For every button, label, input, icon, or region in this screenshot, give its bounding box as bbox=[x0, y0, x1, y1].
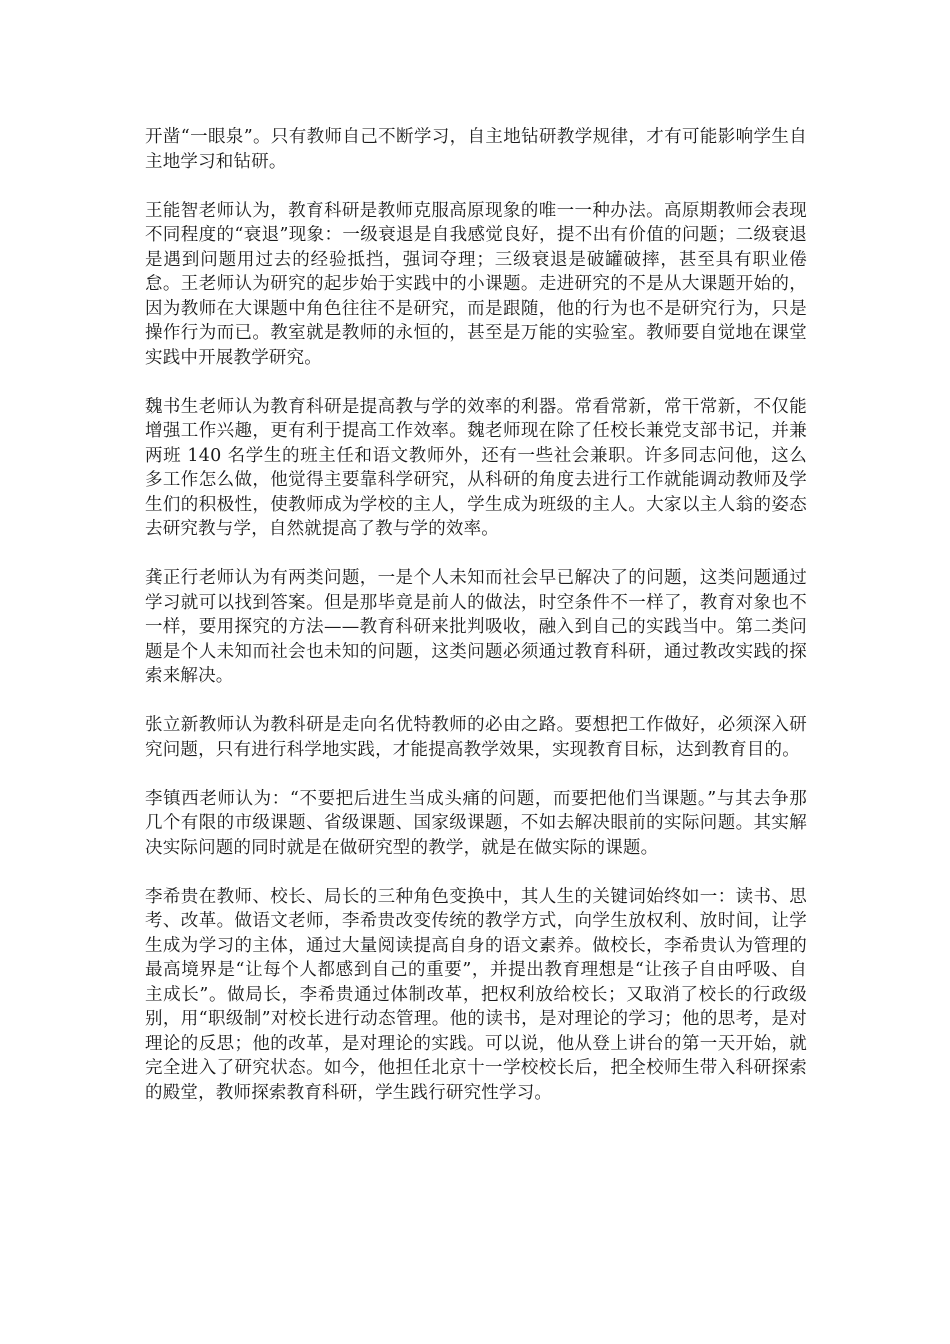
paragraph-zhang-lixin: 张立新教师认为教科研是走向名优特教师的必由之路。要想把工作做好，必须深入研究问题，只有进行科学地实践，才能提高教学效果，实现教育目标，达到教育目的。 bbox=[145, 715, 807, 760]
paragraph-wei-shusheng: 魏书生老师认为教育科研是提高教与学的效率的利器。常看常新，常干常新，不仅能增强工作兴趣，更有利于提高工作效率。魏老师现在除了任校长兼党支部书记，并兼两班 140 名学生的班主任和语文教师外，还有一些社会兼职。许多同志问他，这么多工作怎么做，他觉得主要靠科学研究，从科研的角度去进行工作就能调动教师及学生们的积极性，使教师成为学校的主人，学生成为班级的主人。大家以主人翁的姿态去研究教与学，自然就提高了教与学的效率。 bbox=[145, 396, 807, 539]
paragraph-li-zhenxi: 李镇西老师认为：“不要把后进生当成头痛的问题，而要把他们当课题。”与其去争那几个有限的市级课题、省级课题、国家级课题，不如去解决眼前的实际问题。其实解决实际问题的同时就是在做研究型的教学，就是在做实际的课题。 bbox=[145, 788, 807, 858]
paragraph-spring-metaphor: 开凿“一眼泉”。只有教师自己不断学习，自主地钻研教学规律，才有可能影响学生自主地学习和钻研。 bbox=[145, 127, 807, 172]
paragraph-li-xigui: 李希贵在教师、校长、局长的三种角色变换中，其人生的关键词始终如一：读书、思考、改革。做语文老师，李希贵改变传统的教学方式，向学生放权利、放时间，让学生成为学习的主体，通过大量阅读提高自身的语文素养。做校长，李希贵认为管理的最高境界是“让每个人都感到自己的重要”，并提出教育理想是“让孩子自由呼吸、自主成长”。做局长，李希贵通过体制改革，把权利放给校长；又取消了校长的行政级别，用“职级制”对校长进行动态管理。他的读书，是对理论的学习；他的思考，是对理论的反思；他的改革，是对理论的实践。可以说，他从登上讲台的第一天开始，就完全进入了研究状态。如今，他担任北京十一学校校长后，把全校师生带入科研探索的殿堂，教师探索教育科研，学生践行研究性学习。 bbox=[145, 886, 807, 1103]
paragraph-gong-zhengxing: 龚正行老师认为有两类问题，一是个人未知而社会早已解决了的问题，这类问题通过学习就可以找到答案。但是那毕竟是前人的做法，时空条件不一样了，教育对象也不一样，要用探究的方法——教育科研来批判吸收，融入到自己的实践当中。第二类问题是个人未知而社会也未知的问题，这类问题必须通过教育科研，通过教改实践的探索来解决。 bbox=[145, 568, 807, 686]
paragraph-wang-nengzhi: 王能智老师认为，教育科研是教师克服高原现象的唯一一种办法。高原期教师会表现不同程度的“衰退”现象：一级衰退是自我感觉良好，提不出有价值的问题；二级衰退是遇到问题用过去的经验抵挡，强词夺理；三级衰退是破罐破摔，甚至具有职业倦怠。王老师认为研究的起步始于实践中的小课题。走进研究的不是从大课题开始的，因为教师在大课题中角色往往不是研究，而是跟随，他的行为也不是研究行为，只是操作行为而已。教室就是教师的永恒的，甚至是万能的实验室。教师要自觉地在课堂实践中开展教学研究。 bbox=[145, 200, 807, 368]
document-body bbox=[145, 125, 807, 1130]
